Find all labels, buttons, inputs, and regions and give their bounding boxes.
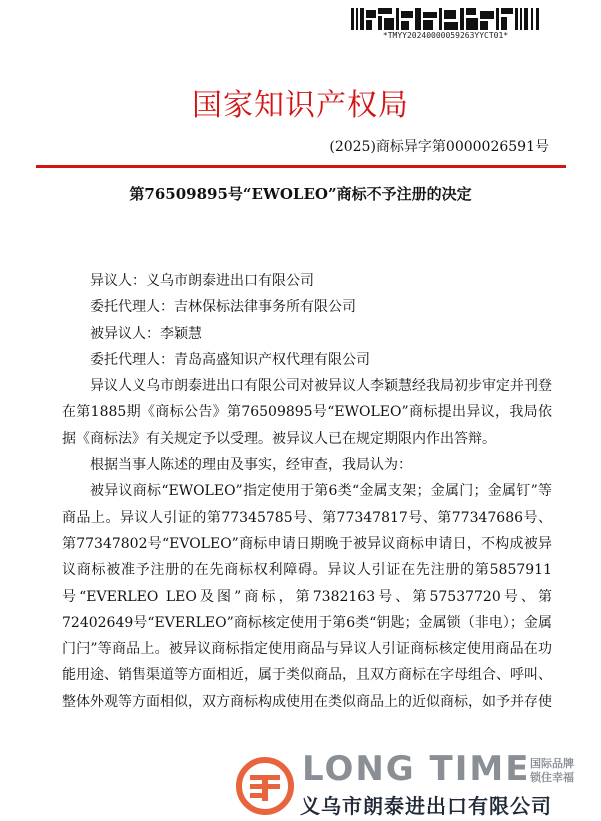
party-objector: 异议人：义乌市朗泰进出口有限公司 <box>90 273 314 289</box>
brand-slogan <box>530 757 594 785</box>
document-number: (2025)商标异字第0000026591号 <box>329 139 549 155</box>
barcode <box>351 8 540 30</box>
company-name: 义乌市朗泰进出口有限公司 <box>300 794 552 818</box>
party-respondent-agent: 委托代理人：青岛高盛知识产权代理有限公司 <box>90 351 370 368</box>
brand-name: LONG TIME <box>302 749 531 789</box>
barcode-code: *TMYY20240000059263YYCT01* <box>382 31 509 40</box>
red-divider <box>36 165 566 168</box>
paragraph: 根据当事人陈述的理由及事实，经审查，我局认为： <box>90 457 412 474</box>
slogan-line: 国际品牌 <box>530 757 574 770</box>
party-respondent: 被异议人：李颖慧 <box>90 325 202 342</box>
party-objector-agent: 委托代理人：吉林保标法律事务所有限公司 <box>90 299 356 316</box>
company-logo-icon <box>236 757 294 815</box>
slogan-line: 锁住幸福 <box>530 771 574 784</box>
decision-title: 第76509895号“EWOLEO”商标不予注册的决定 <box>129 185 472 203</box>
agency-name: 国家知识产权局 <box>192 88 409 123</box>
document-body <box>62 268 552 715</box>
paragraph: 异议人义乌市朗泰进出口有限公司对被异议人李颖慧经我局初步审定并刊登在第1885期《商标公告》第76509895号“EWOLEO”商标提出异议，我局依据《商标法》有关规定予以受理。被异议人已在规定期限内作出答辩。 <box>62 378 552 447</box>
paragraph: 被异议商标“EWOLEO”指定使用于第6类“金属支架；金属门；金属钉”等商品上。异议人引证的第77345785号、第77347817号、第77347686号、第77347802号“EVOLEO”商标申请日期晚于被异议商标申请日，不构成被异议商标被准予注册的在先商标权利障碍。异议人引证在先注册的第5857911号“EVERLEO LEO及图”商标，第7382163号、第57537720号、第72402649号“EVERLEO”商标核定使用于第6类“钥匙；金属锁（非电）；金属门闩”等商品上。被异议商标指定使用商品与异议人引证商标核定使用商品在功能用途、销售渠道等方面相近，属于类似商品，且双方商标在字母组合、呼叫、整体外观等方面相似，双方商标构成使用在类似商品上的近似商标，如予并存使 <box>62 483 552 710</box>
